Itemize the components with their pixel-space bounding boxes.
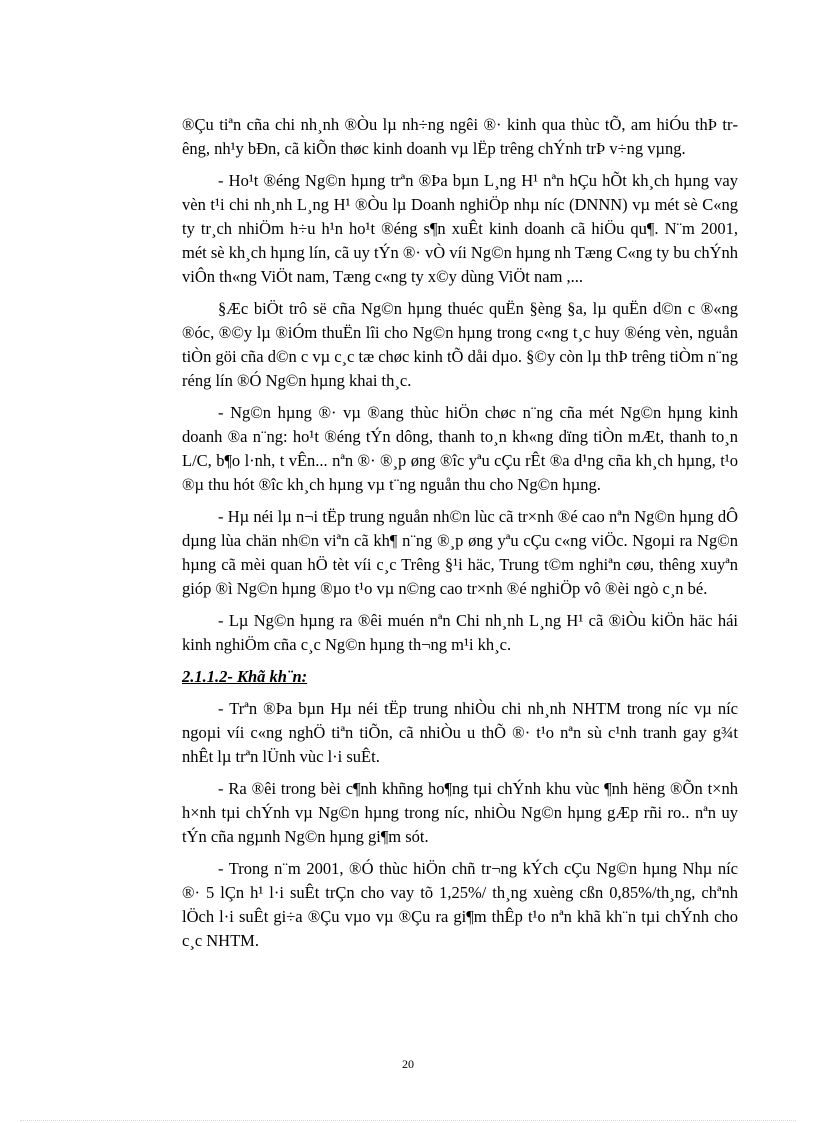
paragraph-3: §Æc biÖt trô së cña Ng©n hµng thuéc quËn §èng §a, lµ quËn d©n c ®«ng ®óc, ®©y lµ ®iÓm thuËn lîi cho Ng©n hµng trong c«ng t¸c huy ®éng vèn, nguån tiÒn göi cña d©n c vµ c¸c tæ chøc kinh tÕ dåi dµo. §©y còn lµ thÞ trêng tiÒm n¨ng réng lín ®Ó Ng©n hµng khai th¸c. bbox=[182, 299, 738, 390]
paragraph-6: - Lµ Ng©n hµng ra ®êi muén nªn Chi nh¸nh L¸ng H¹ cã ®iÒu kiÖn häc hái kinh nghiÖm cña c¸c Ng©n hµng th¬ng m¹i kh¸c. bbox=[182, 611, 738, 654]
page-number: 20 bbox=[402, 1057, 414, 1071]
paragraph-2: - Ho¹t ®éng Ng©n hµng trªn ®Þa bµn L¸ng H¹ nªn hÇu hÕt kh¸ch hµng vay vèn t¹i chi nh¸nh L¸ng H¹ ®Òu lµ Doanh nghiÖp nhµ níc (DNNN) vµ mét sè C«ng ty tr¸ch nhiÖm h÷u h¹n ho¹t ®éng s¶n xuÊt kinh doanh cã hiÖu qu¶. N¨m 2001, mét sè kh¸ch hµng lín, cã uy tÝn ®· vÒ víi Ng©n hµng nh Tæng C«ng ty bu chÝnh viÔn th«ng ViÖt nam, Tæng c«ng ty x©y dùng ViÖt nam ,... bbox=[182, 171, 738, 286]
section-heading: 2.1.1.2- Khã kh¨n: bbox=[182, 667, 308, 686]
paragraph-5: - Hµ néi lµ n¬i tËp trung nguån nh©n lùc cã tr×nh ®é cao nªn Ng©n hµng dÔ dµng lùa chän nh©n viªn cã kh¶ n¨ng ®¸p øng yªu cÇu c«ng viÖc. Ngoµi ra Ng©n hµng cã mèi quan hÖ tèt víi c¸c Trêng §¹i häc, Trung t©m nghiªn cøu, thêng xuyªn gióp ®ì Ng©n hµng ®µo t¹o vµ n©ng cao tr×nh ®é nghiÖp vô ®èi ngò c¸n bé. bbox=[182, 507, 738, 598]
paragraph-4: - Ng©n hµng ®· vµ ®ang thùc hiÖn chøc n¨ng cña mét Ng©n hµng kinh doanh ®a n¨ng: ho¹t ®éng tÝn dông, thanh to¸n kh«ng dïng tiÒn mÆt, thanh to¸n L/C, b¶o l·nh, t vÊn... nªn ®· ®¸p øng ®îc yªu cÇu rÊt ®a d¹ng cña kh¸ch hµng, t¹o ®µ thu hót ®îc kh¸ch hµng vµ t¨ng nguån thu cho Ng©n hµng. bbox=[182, 403, 738, 494]
paragraph-1: ®Çu tiªn cña chi nh¸nh ®Òu lµ nh÷ng ngêi ®· kinh qua thùc tÕ, am hiÓu thÞ trêng, nh¹y bÐn, cã kiÕn thøc kinh doanh vµ lËp trêng chÝnh trÞ v÷ng vµng. bbox=[182, 115, 738, 158]
page-body bbox=[182, 113, 738, 961]
paragraph-8: - Ra ®êi trong bèi c¶nh khñng ho¶ng tµi chÝnh khu vùc ¶nh hëng ®Õn t×nh h×nh tµi chÝnh vµ Ng©n hµng trong níc, nhiÒu Ng©n hµng gÆp rñi ro.. nªn uy tÝn cña ngµnh Ng©n hµng gi¶m sót. bbox=[182, 779, 738, 846]
page-bottom-divider bbox=[20, 1120, 796, 1121]
paragraph-7: - Trªn ®Þa bµn Hµ néi tËp trung nhiÒu chi nh¸nh NHTM trong níc vµ níc ngoµi víi c«ng nghÖ tiªn tiÕn, cã nhiÒu u thÕ ®· t¹o nªn sù c¹nh tranh gay g¾t nhÊt lµ trªn lÜnh vùc l·i suÊt. bbox=[182, 699, 738, 766]
paragraph-9: - Trong n¨m 2001, ®Ó thùc hiÖn chñ tr¬ng kÝch cÇu Ng©n hµng Nhµ níc ®· 5 lÇn h¹ l·i suÊt trÇn cho vay tõ 1,25%/ th¸ng xuèng cßn 0,85%/th¸ng, chªnh lÖch l·i suÊt gi÷a ®Çu vµo vµ ®Çu ra gi¶m thÊp t¹o nªn khã kh¨n tµi chÝnh cho c¸c NHTM. bbox=[182, 859, 738, 950]
